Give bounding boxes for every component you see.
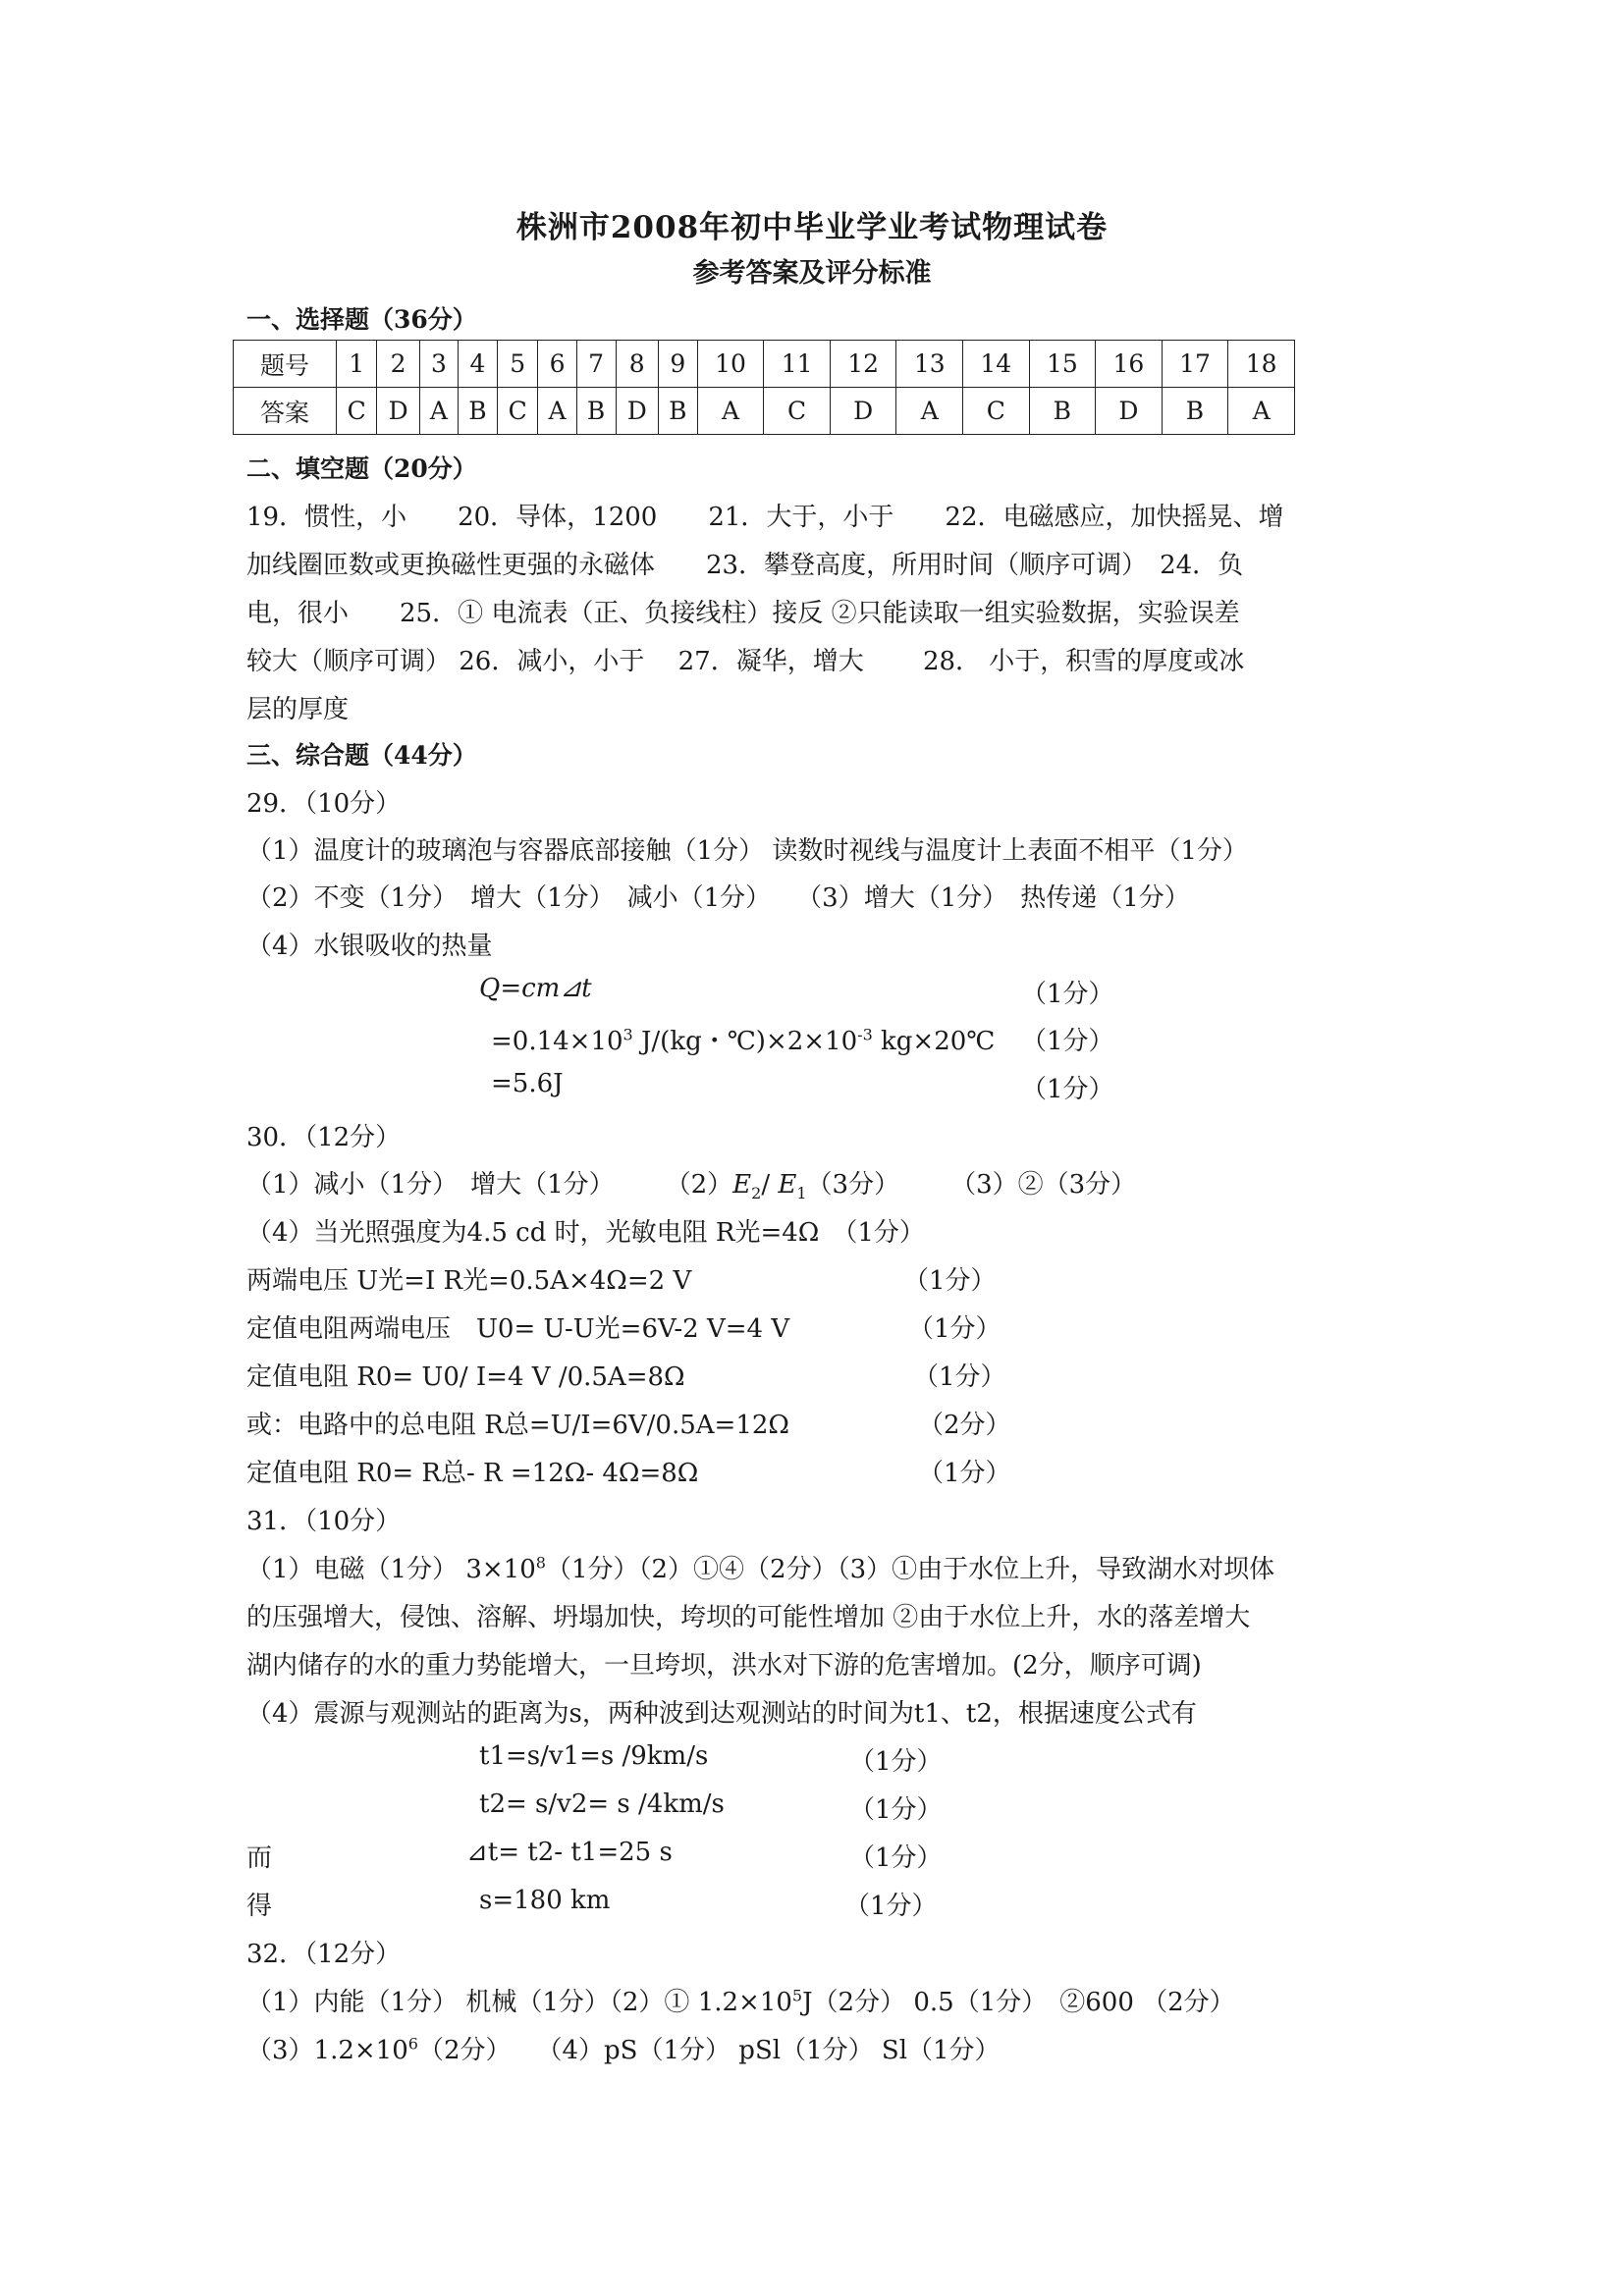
fill-answer-line: 较大（顺序可调） 26．减小，小于 27．凝华，增大 28． 小于，积雪的厚度或冰 <box>246 647 1245 676</box>
table-cell: 13 <box>896 341 963 388</box>
score-label: （1分） <box>913 1362 1006 1392</box>
score-label: （1分） <box>903 1266 997 1296</box>
score-label: （1分） <box>844 1892 938 1921</box>
formula-time-2: t2= s/v2= s /4km/s <box>479 1789 725 1819</box>
document-subtitle: 参考答案及评分标准 <box>692 258 932 289</box>
table-cell: 7 <box>576 341 616 388</box>
formula-time-1: t1=s/v1=s /9km/s <box>479 1741 709 1771</box>
table-cell: 5 <box>497 341 537 388</box>
fill-answer-line: 加线圈匝数或更换磁性更强的永磁体 23．攀登高度，所用时间（顺序可调） 24．负 <box>246 551 1244 580</box>
question-32-line: （1）内能（1分） 机械（1分）（2）① $1.2\times 10^5J(2$分） 0.5（1分） ②600 （2分） <box>246 1986 1235 2017</box>
formula-time-diff: ⊿t= t2- t1=25 s <box>466 1838 673 1867</box>
score-label: （2分） <box>918 1411 1011 1440</box>
table-cell: B <box>1029 388 1096 435</box>
table-cell: 17 <box>1162 341 1228 388</box>
formula-distance: s=180 km <box>479 1886 611 1915</box>
table-cell: A <box>538 388 576 435</box>
question-30-line: 定值电阻 R0= U0/ I=4 V /0.5A=8Ω <box>246 1362 685 1392</box>
fill-answer-line: 电，很小 25．① 电流表（正、负接线柱）接反 ②只能读取一组实验数据，实验误差 <box>246 599 1240 628</box>
table-cell: C <box>497 388 537 435</box>
table-cell: B <box>576 388 616 435</box>
answer-row <box>234 388 1295 435</box>
question-31-line: 湖内储存的水的重力势能增大，一旦垮坝，洪水对下游的危害增加。(2分，顺序可调) <box>246 1651 1202 1681</box>
table-cell: D <box>377 388 419 435</box>
question-30-line: （1）减小（1分） 增大（1分） $(2)E_2/$ $E_1(3$分） （3）②（3分） <box>246 1170 1137 1203</box>
table-cell: A <box>896 388 963 435</box>
table-cell: B <box>658 388 697 435</box>
score-label: （1分） <box>849 1795 943 1825</box>
score-label: （1分） <box>918 1459 1011 1488</box>
answer-table <box>233 340 1295 435</box>
table-cell: 16 <box>1096 341 1163 388</box>
table-cell: B <box>1162 388 1228 435</box>
table-cell: 10 <box>697 341 764 388</box>
table-cell: 1 <box>337 341 377 388</box>
question-30-heading: 30．（12分） <box>246 1123 402 1152</box>
section-heading-choice: 一、选择题（36分） <box>246 305 477 334</box>
score-label: （1分） <box>1021 1075 1114 1104</box>
formula-heat: Q=cm⊿t <box>479 974 592 1003</box>
question-32-line: $(3)1.2\times 10^6(2$分） （4）pS（1分） pSl（1分） Sl（1分） <box>246 2034 1001 2065</box>
question-31-line: 的压强增大，侵蚀、溶解、坍塌加快，垮坝的可能性增加 ②由于水位上升，水的落差增大 <box>246 1603 1251 1632</box>
question-29-line: （1）温度计的玻璃泡与容器底部接触（1分） 读数时视线与温度计上表面不相平（1分） <box>246 836 1248 866</box>
row-label-answer: 答案 <box>234 388 337 435</box>
question-30-line: 定值电阻两端电压 U0= U-U光=6V-2 V=4 V <box>246 1314 790 1344</box>
formula-heat-result: =5.6J <box>491 1069 564 1098</box>
section-heading-fill: 二、填空题（20分） <box>246 454 477 483</box>
fill-answer-line: 层的厚度 <box>246 695 350 724</box>
table-cell: 4 <box>459 341 498 388</box>
question-30-line: 或：电路中的总电阻 R总=U/I=6V/0.5A=12Ω <box>246 1411 789 1440</box>
table-cell: A <box>697 388 764 435</box>
table-cell: 14 <box>963 341 1030 388</box>
formula-heat-substitution: $=0.14\times 10^3$ J/(kg・$℃)\times 2\times 10^{-3}$ kg×20℃ <box>491 1025 996 1056</box>
score-label: （1分） <box>908 1314 1001 1344</box>
score-label: （1分） <box>849 1843 943 1873</box>
question-number-row <box>234 341 1295 388</box>
table-cell: 3 <box>419 341 458 388</box>
question-29-heading: 29．（10分） <box>246 789 402 819</box>
question-29-line: （4）水银吸收的热量 <box>246 932 493 961</box>
table-cell: D <box>830 388 896 435</box>
formula-label: 而 <box>246 1843 273 1873</box>
score-label: （1分） <box>1021 980 1114 1009</box>
question-31-line: （4）震源与观测站的距离为s，两种波到达观测站的时间为t1、t2，根据速度公式有 <box>246 1699 1197 1729</box>
score-label: （1分） <box>849 1747 943 1777</box>
table-cell: D <box>1096 388 1163 435</box>
fill-answer-line: 19．惯性，小 20．导体，1200 21．大于，小于 22．电磁感应，加快摇晃、增 <box>246 503 1284 532</box>
table-cell: C <box>337 388 377 435</box>
question-31-line: （1）电磁（1分） $3\times 10^8(1$分）（2）①④（2分）（3）①由于水位上升，导致湖水对坝体 <box>246 1553 1275 1584</box>
table-cell: 8 <box>616 341 658 388</box>
table-cell: D <box>616 388 658 435</box>
formula-label: 得 <box>246 1892 273 1921</box>
question-30-line: 两端电压 U光=I R光=0.5A×4Ω=2 V <box>246 1266 692 1296</box>
table-cell: 6 <box>538 341 576 388</box>
table-cell: 18 <box>1228 341 1295 388</box>
table-cell: 12 <box>830 341 896 388</box>
question-32-heading: 32．（12分） <box>246 1940 402 1969</box>
table-cell: 2 <box>377 341 419 388</box>
question-30-line: （4）当光照强度为4.5 cd 时，光敏电阻 R光=4Ω （1分） <box>246 1218 925 1248</box>
row-label-question: 题号 <box>234 341 337 388</box>
question-30-line: 定值电阻 R0= R总- R =12Ω- 4Ω=8Ω <box>246 1459 699 1488</box>
table-cell: A <box>419 388 458 435</box>
document-title: 株洲市2008年初中毕业学业考试物理试卷 <box>515 210 1109 245</box>
question-29-line: （2）不变（1分） 增大（1分） 减小（1分） （3）增大（1分） 热传递（1分） <box>246 883 1190 913</box>
table-cell: C <box>764 388 831 435</box>
question-31-heading: 31．（10分） <box>246 1507 402 1536</box>
table-cell: A <box>1228 388 1295 435</box>
section-heading-comprehensive: 三、综合题（44分） <box>246 741 477 770</box>
table-cell: 11 <box>764 341 831 388</box>
table-cell: 15 <box>1029 341 1096 388</box>
table-cell: 9 <box>658 341 697 388</box>
table-cell: C <box>963 388 1030 435</box>
table-cell: B <box>459 388 498 435</box>
score-label: （1分） <box>1021 1027 1114 1056</box>
